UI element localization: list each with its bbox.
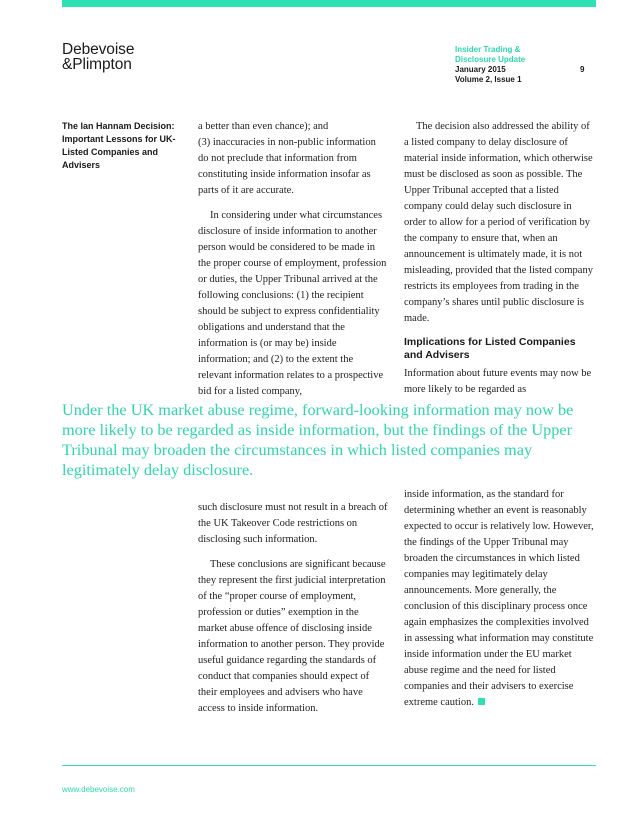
issue-volume: Volume 2, Issue 1 xyxy=(455,75,522,84)
body-column-4 xyxy=(404,487,596,720)
end-of-article-icon xyxy=(478,698,485,705)
footer-rule xyxy=(62,765,596,766)
paragraph-text: (3) inaccuracies in non-public information do not preclude that information from constituting inside information insofar as parts of it are accurate. xyxy=(198,137,376,196)
issue-date: January 2015 xyxy=(455,65,506,74)
firm-logo xyxy=(62,42,134,72)
publication-title-line-2: Disclosure Update xyxy=(455,55,526,64)
article-title: The Ian Hannam Decision: Important Lessons for UK-Listed Companies and Advisers xyxy=(62,121,176,170)
paragraph: In considering under what circumstances disclosure of inside information to another person would be considered to be made in the proper course of employment, profession or duties, the Upper Tribunal arrived at the following conclusions: (1) the recipient should be subject to express confidentiality obligations and understand that the information is (or may be) inside information; and (2) to the extent the relevant information relates to a prospective bid for a listed company, xyxy=(198,210,387,397)
paragraph: The decision also addressed the ability of a listed company to delay disclosure of material inside information, which otherwise must be disclosed as soon as possible. The Upper Tribunal accepted that a listed company could delay such disclosure in order to allow for a period of verification by the company to ensure that, when an announcement is ultimately made, it is not misleading, provided that the listed company restricts its employees from trading in the company’s shares until public disclosure is made. xyxy=(404,121,593,324)
paragraph xyxy=(198,119,388,199)
paragraph-text: inside information, as the standard for determining whether an event is reasonably expected to occur is relatively low. However, the findings of the Upper Tribunal may broaden the circumstances in which listed companies may legitimately delay announcements. More generally, the conclusion of this disciplinary process once again emphasizes the complexities involved in assessing what information may constitute inside information under the EU market abuse regime and the need for listed companies and their advisers to exercise extreme caution. xyxy=(404,489,594,708)
body-column-3 xyxy=(198,500,388,726)
publication-title-line-1: Insider Trading & xyxy=(455,45,521,54)
paragraph: Information about future events may now be more likely to be regarded as xyxy=(404,368,592,395)
logo-line-1: Debevoise xyxy=(62,41,135,58)
body-column-1 xyxy=(198,119,388,409)
top-accent-bar xyxy=(62,0,596,7)
section-heading: Implications for Listed Companies and Advisers xyxy=(404,336,576,361)
paragraph: These conclusions are significant because they represent the first judicial interpretation of the “proper course of employment, profession or duties” exemption in the market abuse offence of disclosing inside information to another person. They provide useful guidance regarding the standards of conduct that companies should expect of their employees and advisers who have access to inside information. xyxy=(198,559,386,714)
paragraph: such disclosure must not result in a breach of the UK Takeover Code restrictions on disclosing such information. xyxy=(198,502,388,545)
page-number: 9 xyxy=(580,65,585,74)
pull-quote: Under the UK market abuse regime, forward-looking information may now be more likely to be regarded as inside information, but the findings of the Upper Tribunal may broaden the circumstances in which listed companies may legitimately delay disclosure. xyxy=(62,400,574,479)
paragraph xyxy=(404,487,596,711)
paragraph-line: a better than even chance); and xyxy=(198,121,329,132)
body-column-2 xyxy=(404,119,596,407)
logo-line-2: &Plimpton xyxy=(62,56,132,73)
publication-info xyxy=(455,45,595,85)
footer-website-link[interactable]: www.debevoise.com xyxy=(62,785,135,794)
